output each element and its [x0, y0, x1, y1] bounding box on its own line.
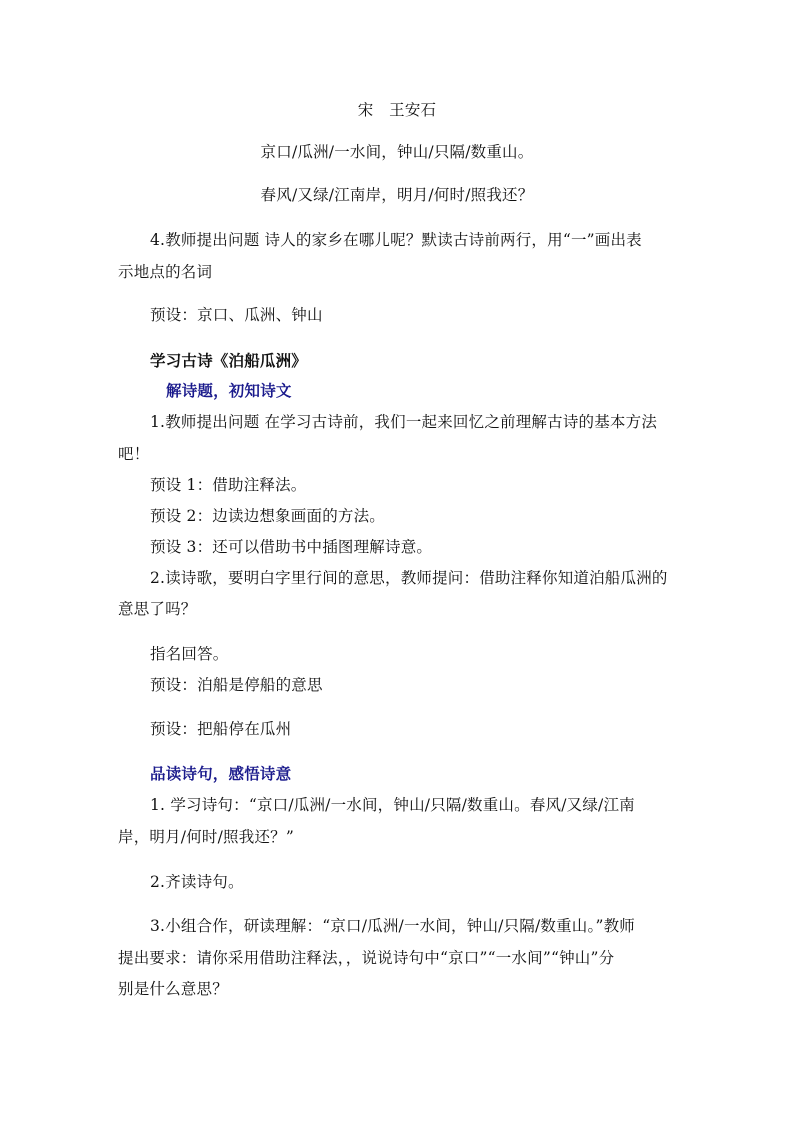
poem-line-2: 春风/又绿/江南岸，明月/何时/照我还？	[260, 186, 534, 204]
s1-question-1-line-2: 吧！	[118, 445, 150, 463]
s1-answer: 指名回答。	[150, 645, 229, 663]
s1-preset-4: 预设：泊船是停船的意思	[150, 676, 323, 694]
s2-question-1-line-2: 岸，明月/何时/照我还？”	[118, 828, 294, 846]
s2-question-3-line-2: 提出要求：请你采用借助注释法，，说说诗句中“京口”“一水间”“钟山”分	[118, 949, 615, 967]
s1-preset-1: 预设 1：借助注释法。	[150, 476, 307, 494]
s1-question-2-line-1: 2.读诗歌，要明白字里行间的意思，教师提问：借助注释你知道泊船瓜洲的	[150, 569, 668, 587]
subsection-title-2: 品读诗句，感悟诗意	[150, 764, 292, 783]
s1-preset-2: 预设 2：边读边想象画面的方法。	[150, 507, 385, 525]
s1-question-2-line-2: 意思了吗？	[118, 600, 197, 618]
poem-line-1: 京口/瓜洲/一水间，钟山/只隔/数重山。	[260, 143, 534, 161]
s1-question-1-line-1: 1.教师提出问题 在学习古诗前，我们一起来回忆之前理解古诗的基本方法	[150, 413, 658, 431]
preset-places: 预设：京口、瓜洲、钟山	[150, 306, 323, 324]
section-title: 学习古诗《泊船瓜洲》	[150, 351, 308, 370]
s2-question-3-line-1: 3.小组合作，研读理解：“京口/瓜洲/一水间，钟山/只隔/数重山。”教师	[150, 917, 635, 935]
s1-preset-3: 预设 3：还可以借助书中插图理解诗意。	[150, 538, 433, 556]
s2-question-1-line-1: 1. 学习诗句：“京口/瓜洲/一水间，钟山/只隔/数重山。春风/又绿/江南	[150, 796, 635, 814]
question-4-line-2: 示地点的名词	[118, 263, 213, 281]
s1-preset-5: 预设：把船停在瓜州	[150, 720, 292, 738]
s2-question-2: 2.齐读诗句。	[150, 873, 244, 891]
poem-author: 宋 王安石	[357, 101, 437, 119]
question-4-line-1: 4.教师提出问题 诗人的家乡在哪儿呢？默读古诗前两行，用“一”画出表	[150, 231, 642, 249]
subsection-title-1: 解诗题，初知诗文	[166, 381, 292, 400]
s2-question-3-line-3: 别是什么意思？	[118, 980, 228, 998]
